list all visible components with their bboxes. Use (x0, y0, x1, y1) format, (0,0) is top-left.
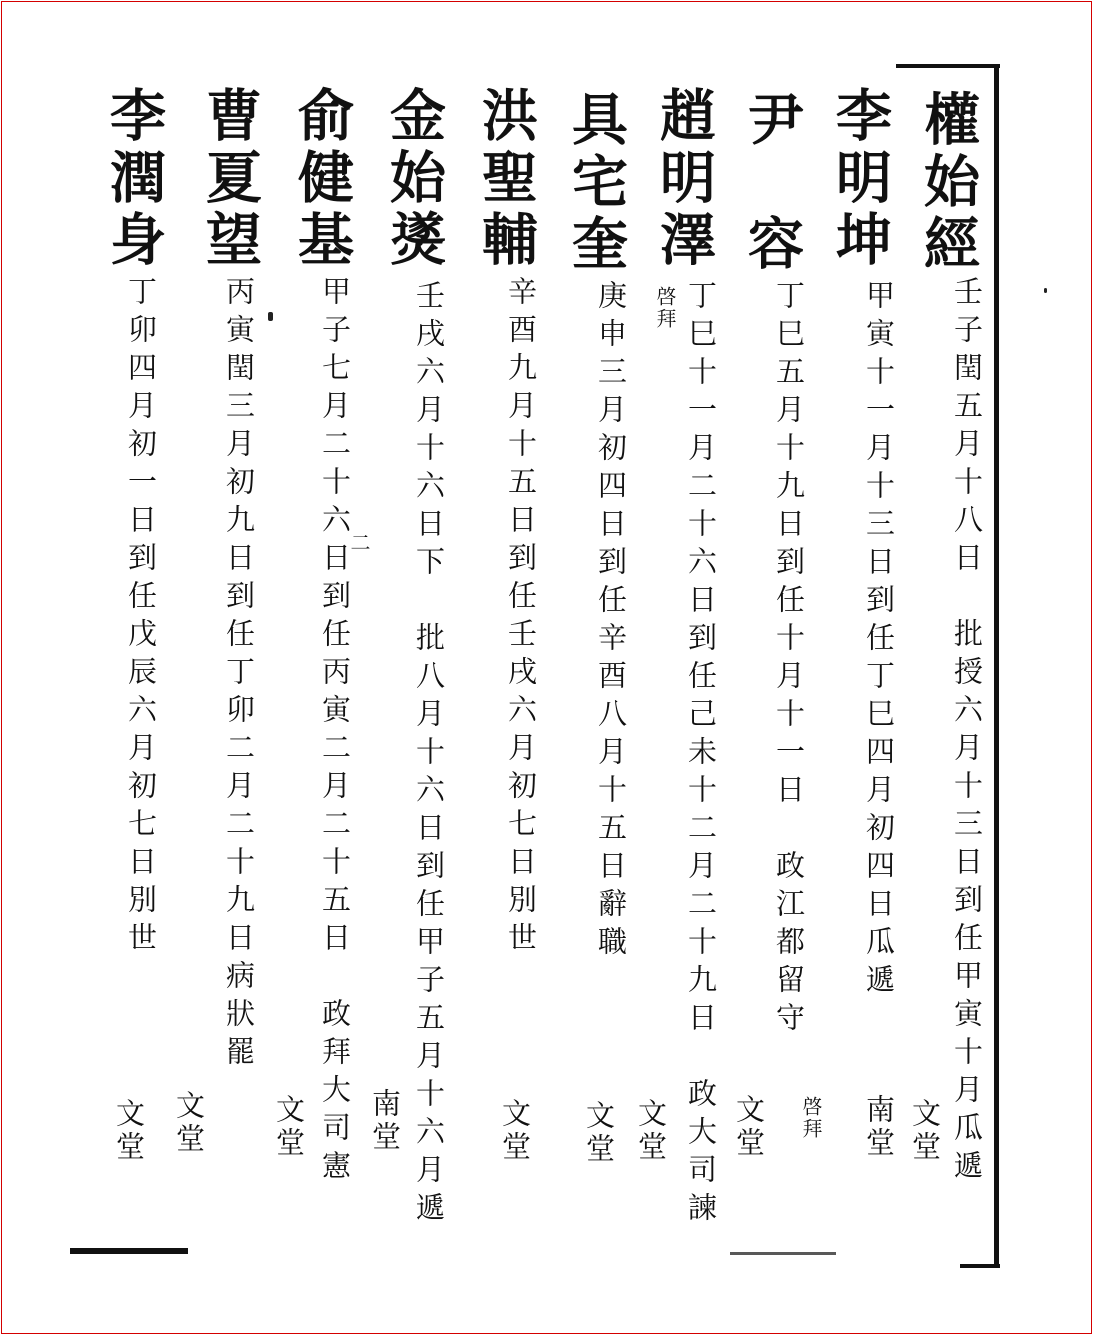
official-name: 尹 容 (739, 90, 805, 276)
official-name: 金始㸂 (381, 86, 447, 272)
official-name: 俞健基 (289, 86, 355, 272)
official-name: 洪聖輔 (473, 86, 539, 272)
ink-speck (268, 312, 273, 321)
official-name: 李明坤 (827, 86, 893, 272)
tenure-record: 甲寅十一月十三日到任丁巳四月初四日瓜遞 (862, 280, 896, 1002)
tenure-record: 庚申三月初四日到任辛酉八月十五日辭職 (594, 280, 628, 964)
tenure-record: 丁巳十一月二十六日到任己未十二月二十九日 政大司諫 (684, 280, 718, 1230)
tenure-record: 辛酉九月十五日到任壬戌六月初七日別世 (504, 276, 538, 960)
office-mark: 文堂 (732, 1094, 766, 1160)
office-mark: 南堂 (368, 1088, 402, 1154)
tenure-record: 壬戌六月十六日下 批八月十六日到任甲子五月十六月遞 (412, 280, 446, 1230)
office-mark: 文堂 (498, 1098, 532, 1164)
office-mark: 南堂 (862, 1094, 896, 1160)
official-name: 曹夏望 (197, 86, 263, 272)
tenure-record: 丙寅閏三月初九日到任丁卯二月二十九日病狀罷 (222, 276, 256, 1074)
official-name: 趙明澤 (651, 86, 717, 272)
office-mark: 文堂 (582, 1100, 616, 1166)
annotation: 二 (347, 532, 371, 554)
page-border-line (994, 64, 999, 1268)
page-border-line (730, 1252, 836, 1255)
office-mark: 文堂 (634, 1098, 668, 1164)
official-name: 具宅奎 (563, 90, 629, 276)
ink-speck (1044, 288, 1047, 293)
page-border-line (896, 64, 1000, 68)
office-mark: 文堂 (272, 1094, 306, 1160)
page-border-line (960, 1264, 1000, 1268)
official-name: 權始經 (915, 90, 981, 276)
official-name: 李潤身 (101, 86, 167, 272)
tenure-record: 甲子七月二十六日到任丙寅二月二十五日 政拜大司憲 (318, 276, 352, 1188)
tenure-record: 壬子閏五月十八日 批授六月十三日到任甲寅十月瓜遞 (950, 276, 984, 1188)
annotation: 啓拜 (799, 1096, 823, 1140)
office-mark: 文堂 (908, 1098, 942, 1164)
tenure-record: 丁卯四月初一日到任戊辰六月初七日別世 (124, 276, 158, 960)
page-border-line (70, 1248, 188, 1254)
annotation: 啓拜 (653, 286, 677, 330)
office-mark: 文堂 (112, 1098, 146, 1164)
office-mark: 文堂 (172, 1090, 206, 1156)
tenure-record: 丁巳五月十九日到任十月十一日 政江都留守 (772, 280, 806, 1040)
